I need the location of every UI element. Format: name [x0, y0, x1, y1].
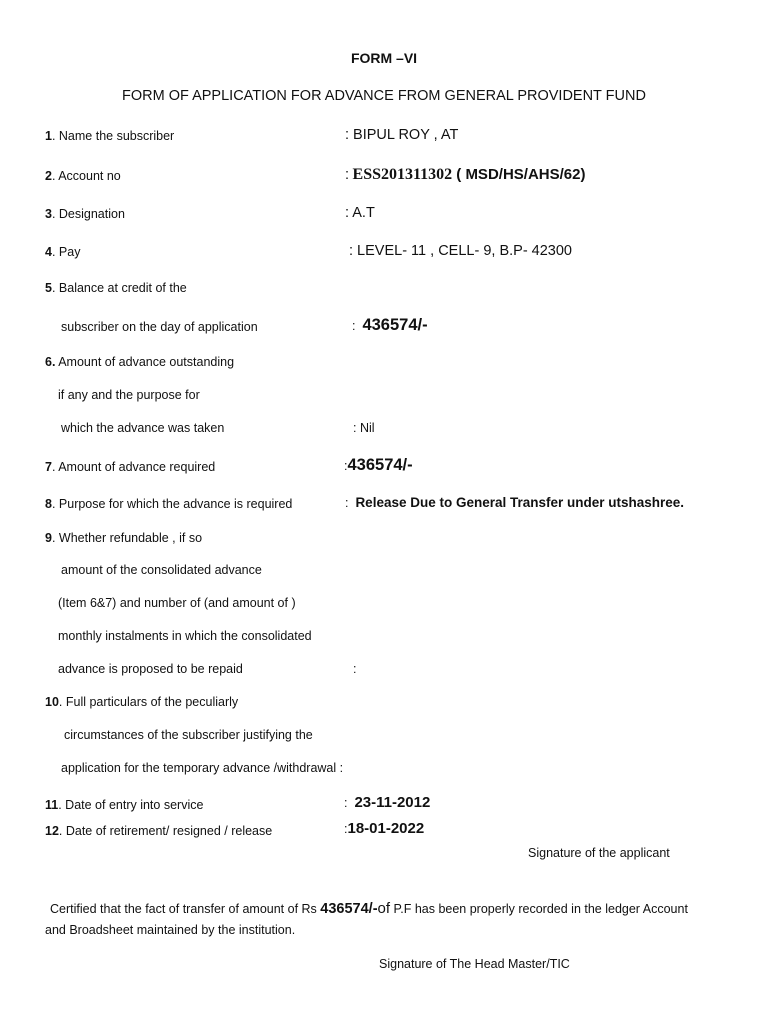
item-9-label-line5: advance is proposed to be repaid — [58, 662, 243, 676]
item-12-value: :18-01-2022 — [344, 820, 425, 837]
item-9-value: : — [353, 662, 357, 676]
form-number: FORM –VI — [350, 50, 418, 66]
item-9-label-line1: 9. Whether refundable , if so — [45, 531, 203, 545]
item-3-label: 3. Designation — [45, 207, 125, 221]
certificate-line2: and Broadsheet maintained by the institution. — [45, 923, 296, 937]
item-7-label: 7. Amount of advance required — [45, 460, 216, 474]
item-1-value: : BIPUL ROY , AT — [345, 127, 459, 143]
item-1-label: 1. Name the subscriber — [45, 129, 175, 143]
item-5-label-line2: subscriber on the day of application — [61, 320, 258, 334]
item-7-value: :436574/- — [344, 456, 413, 474]
item-4-value: : LEVEL- 11 , CELL- 9, B.P- 42300 — [349, 243, 572, 259]
item-9-label-line2: amount of the consolidated advance — [61, 563, 262, 577]
item-11-label: 11. Date of entry into service — [45, 798, 204, 812]
item-4-label: 4. Pay — [45, 245, 81, 259]
item-9-label-line4: monthly instalments in which the consolidated — [58, 629, 312, 643]
item-10-label-line2: circumstances of the subscriber justifying the — [64, 728, 313, 742]
item-5-value: : 436574/- — [352, 316, 428, 334]
item-11-value: : 23-11-2012 — [344, 794, 431, 811]
item-6-value: : Nil — [353, 421, 375, 435]
item-9-label-line3: (Item 6&7) and number of (and amount of ) — [58, 596, 296, 610]
item-6-label-line3: which the advance was taken — [61, 421, 225, 435]
item-3-value: : A.T — [345, 205, 375, 221]
item-10-label-line3: application for the temporary advance /withdrawal : — [61, 761, 344, 775]
item-8-value: : Release Due to General Transfer under utshashree. — [345, 495, 685, 510]
item-2-value: : ESS201311302 ( MSD/HS/AHS/62) — [345, 166, 586, 183]
signature-head-master-label: Signature of The Head Master/TIC — [379, 957, 570, 971]
signature-applicant-label: Signature of the applicant — [528, 846, 670, 860]
item-10-label-line1: 10. Full particulars of the peculiarly — [45, 695, 239, 709]
certificate-line1: Certified that the fact of transfer of amount of Rs 436574/-of P.F has been properly recorded in the ledger Account — [50, 900, 688, 917]
form-title: FORM OF APPLICATION FOR ADVANCE FROM GENERAL PROVIDENT FUND — [122, 88, 646, 104]
item-5-label-line1: 5. Balance at credit of the — [45, 281, 187, 295]
item-6-label-line2: if any and the purpose for — [58, 388, 200, 402]
item-2-label: 2. Account no — [45, 169, 121, 183]
item-8-label: 8. Purpose for which the advance is required — [45, 497, 293, 511]
item-6-label-line1: 6. Amount of advance outstanding — [45, 355, 235, 369]
item-12-label: 12. Date of retirement/ resigned / release — [45, 824, 273, 838]
